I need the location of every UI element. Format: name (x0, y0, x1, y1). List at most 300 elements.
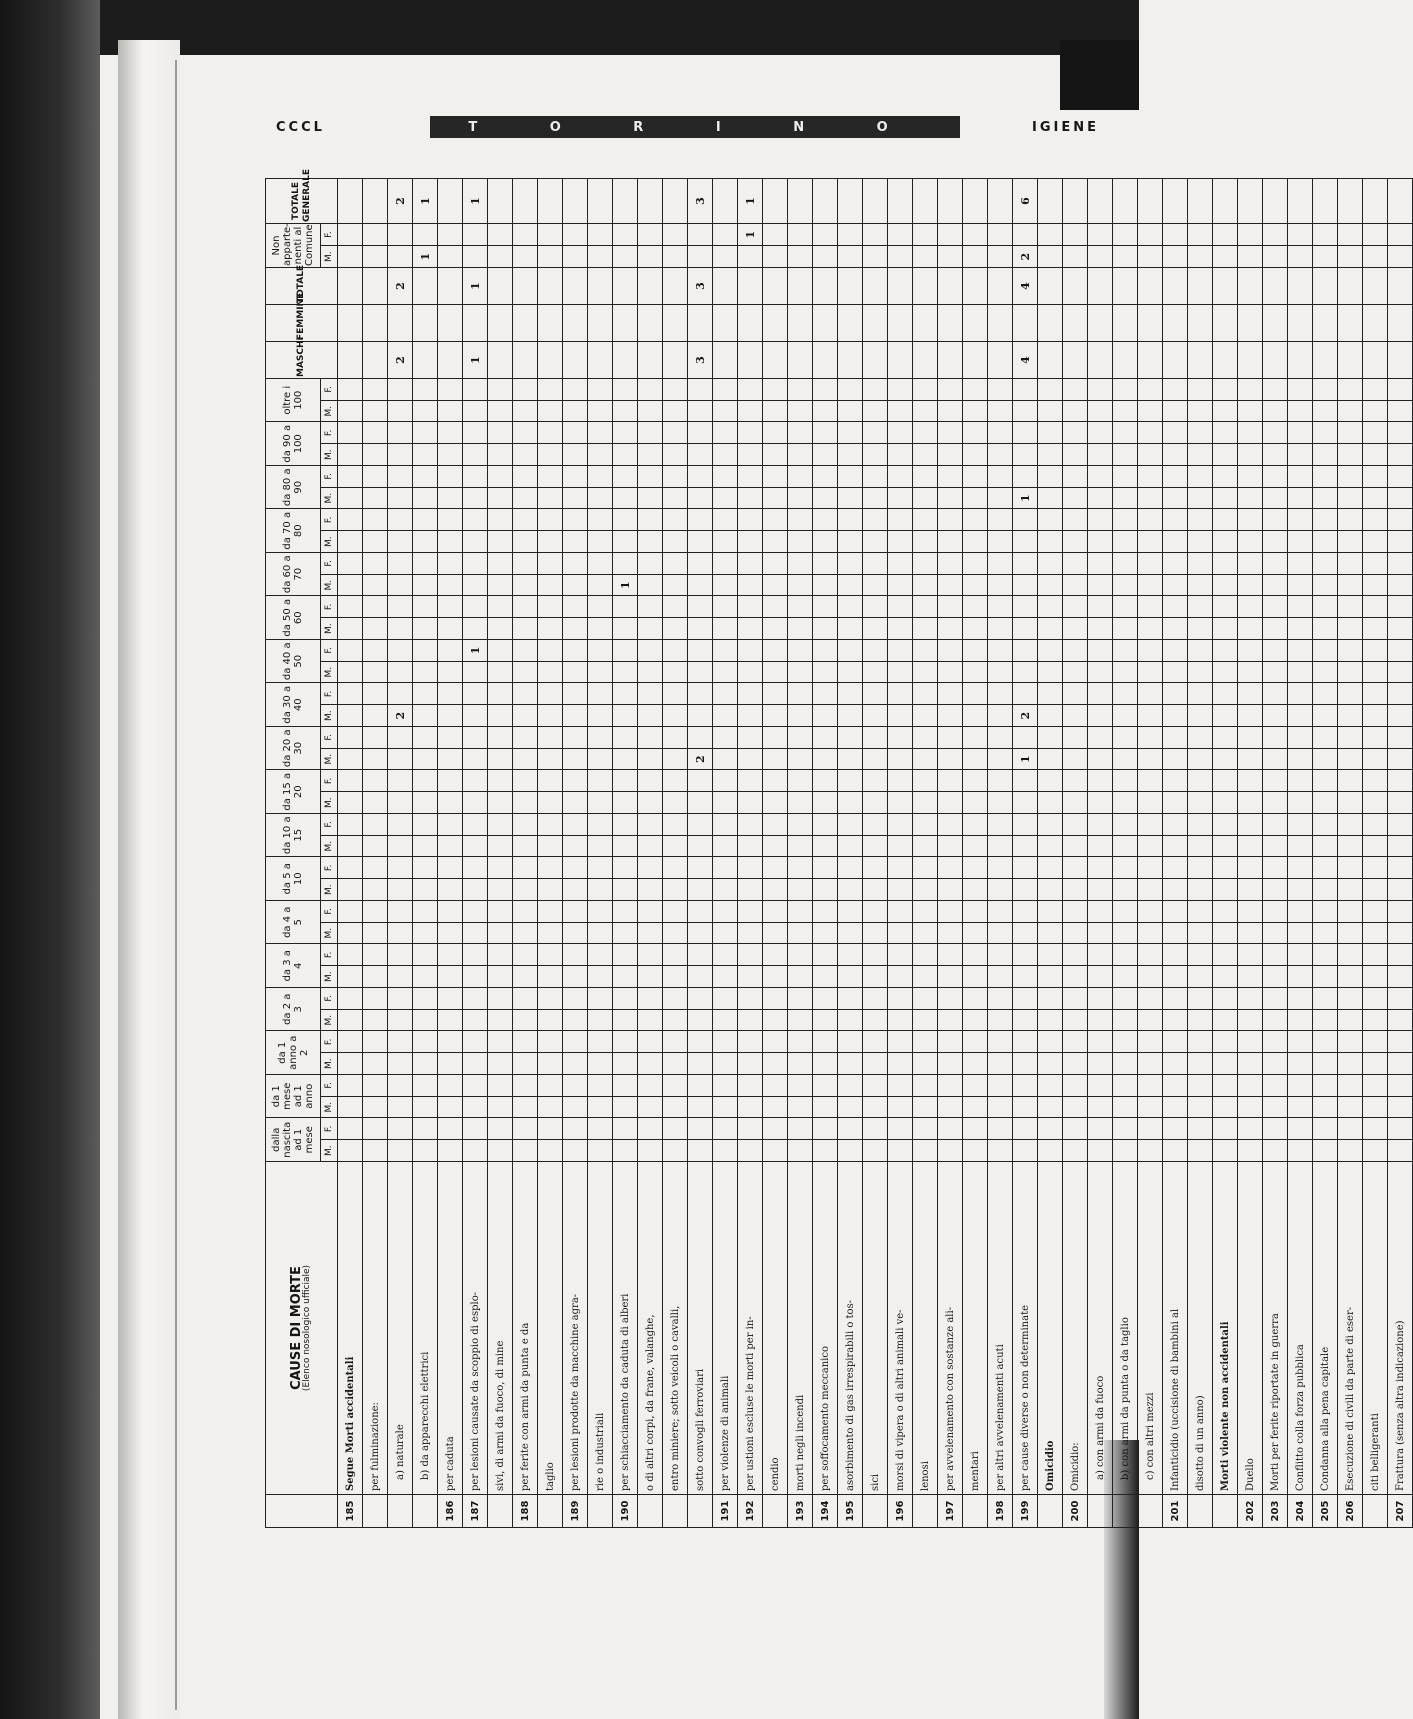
row-number (388, 1495, 413, 1528)
age-cell (563, 1075, 588, 1097)
sex-m-header: M. (321, 618, 338, 640)
age-cell (338, 1031, 363, 1053)
age-cell (1238, 857, 1263, 879)
age-cell (1238, 814, 1263, 836)
age-cell (1013, 966, 1038, 988)
age-cell (1088, 640, 1113, 662)
age-cell (388, 509, 413, 531)
age-cell (1188, 596, 1213, 618)
totale-generale-header: TOTALE GENERALE (266, 179, 338, 224)
age-cell (638, 922, 663, 944)
age-cell (838, 422, 863, 444)
row-number: 207 (1388, 1495, 1413, 1528)
age-cell (738, 379, 763, 401)
table-row (1088, 179, 1113, 1528)
age-cell (1038, 1140, 1063, 1162)
age-cell (388, 944, 413, 966)
age-cell (513, 1118, 538, 1140)
age-cell (363, 922, 388, 944)
maschi-cell (838, 342, 863, 379)
cause-label: b) con armi da punta o da taglio (1113, 1162, 1138, 1495)
age-cell (713, 531, 738, 553)
age-cell (338, 400, 363, 422)
age-cell (1338, 466, 1363, 488)
age-cell (788, 596, 813, 618)
age-cell (1113, 683, 1138, 705)
age-cell (913, 466, 938, 488)
row-number: 186 (438, 1495, 463, 1528)
age-cell (363, 444, 388, 466)
age-cell (738, 835, 763, 857)
age-cell (588, 879, 613, 901)
age-cell (1063, 748, 1088, 770)
totale-cell (788, 268, 813, 305)
maschi-cell (363, 342, 388, 379)
age-cell (688, 727, 713, 749)
age-cell (1163, 1053, 1188, 1075)
age-cell (813, 661, 838, 683)
age-cell (538, 553, 563, 575)
age-cell (538, 1031, 563, 1053)
age-cell (338, 553, 363, 575)
age-cell (1338, 770, 1363, 792)
age-cell (938, 1009, 963, 1031)
age-cell (1013, 835, 1038, 857)
age-cell (838, 1075, 863, 1097)
age-cell (838, 1031, 863, 1053)
totale-cell (1238, 268, 1263, 305)
totale-generale-cell (513, 179, 538, 224)
age-cell (1163, 553, 1188, 575)
age-cell (1188, 574, 1213, 596)
age-cell (1263, 683, 1288, 705)
non-app-m-cell (1263, 246, 1288, 268)
age-cell (1288, 1118, 1313, 1140)
age-cell (963, 640, 988, 662)
age-cell (338, 531, 363, 553)
age-cell (938, 727, 963, 749)
age-cell (663, 1140, 688, 1162)
age-cell (788, 727, 813, 749)
age-cell (563, 966, 588, 988)
maschi-cell (988, 342, 1013, 379)
age-cell (413, 661, 438, 683)
age-cell (913, 792, 938, 814)
age-cell (1088, 944, 1113, 966)
age-cell (1138, 618, 1163, 640)
age-cell (363, 966, 388, 988)
age-cell (1063, 596, 1088, 618)
age-cell (1363, 444, 1388, 466)
row-number (1363, 1495, 1388, 1528)
cause-label: Frattura (senza altra indicazione) (1388, 1162, 1413, 1495)
age-cell (1363, 748, 1388, 770)
age-cell (363, 879, 388, 901)
non-app-f-cell (1163, 224, 1188, 246)
age-cell (513, 966, 538, 988)
age-cell (463, 857, 488, 879)
age-cell (1213, 1118, 1238, 1140)
maschi-cell (1338, 342, 1363, 379)
age-cell (563, 1140, 588, 1162)
totale-cell: 2 (388, 268, 413, 305)
non-app-f-cell (488, 224, 513, 246)
age-cell (413, 1096, 438, 1118)
age-cell (1288, 814, 1313, 836)
age-cell (863, 1053, 888, 1075)
age-cell (1263, 661, 1288, 683)
age-cell (1113, 988, 1138, 1010)
age-cell (513, 835, 538, 857)
age-cell (1363, 487, 1388, 509)
row-number (488, 1495, 513, 1528)
age-cell (1313, 1140, 1338, 1162)
age-cell (888, 835, 913, 857)
age-cell (888, 748, 913, 770)
table-row (838, 179, 863, 1528)
age-cell (438, 509, 463, 531)
age-cell (1038, 1009, 1063, 1031)
age-cell (1038, 901, 1063, 923)
totale-generale-cell (1113, 179, 1138, 224)
age-cell (1363, 531, 1388, 553)
age-cell (388, 1140, 413, 1162)
age-cell (763, 661, 788, 683)
sex-f-header: F. (321, 857, 338, 879)
age-cell (1163, 835, 1188, 857)
table-row (963, 179, 988, 1528)
age-cell (1363, 966, 1388, 988)
age-cell (1213, 466, 1238, 488)
age-cell (413, 1009, 438, 1031)
age-cell (713, 922, 738, 944)
age-cell (763, 944, 788, 966)
age-cell (1188, 705, 1213, 727)
age-cell (1313, 792, 1338, 814)
age-cell (588, 487, 613, 509)
age-cell (1063, 1031, 1088, 1053)
age-cell (338, 422, 363, 444)
age-cell (513, 988, 538, 1010)
totale-cell (613, 268, 638, 305)
age-cell (1288, 922, 1313, 944)
age-cell (763, 966, 788, 988)
non-app-f-cell (713, 224, 738, 246)
age-cell (563, 553, 588, 575)
age-cell (963, 1053, 988, 1075)
age-cell (338, 835, 363, 857)
femmine-cell (413, 305, 438, 342)
totale-cell (838, 268, 863, 305)
age-cell (663, 509, 688, 531)
age-cell (1013, 901, 1038, 923)
age-cell (638, 1118, 663, 1140)
age-cell (738, 792, 763, 814)
totale-generale-cell (1213, 179, 1238, 224)
age-cell (963, 857, 988, 879)
age-cell (1363, 661, 1388, 683)
age-cell (938, 966, 963, 988)
age-cell (913, 661, 938, 683)
age-cell (1238, 1031, 1263, 1053)
table-row (1363, 179, 1388, 1528)
age-cell (1088, 683, 1113, 705)
age-cell (388, 1096, 413, 1118)
age-cell (713, 640, 738, 662)
age-cell (1238, 618, 1263, 640)
age-cell (488, 661, 513, 683)
age-cell (688, 1053, 713, 1075)
age-cell (1063, 901, 1088, 923)
age-cell (1313, 1053, 1338, 1075)
age-cell (913, 1075, 938, 1097)
maschi-cell (1313, 342, 1338, 379)
age-cell (863, 487, 888, 509)
age-cell (463, 1096, 488, 1118)
age-cell (1313, 944, 1338, 966)
age-cell (1013, 1096, 1038, 1118)
age-cell (838, 379, 863, 401)
age-cell (1138, 444, 1163, 466)
totale-cell (738, 268, 763, 305)
age-cell (613, 727, 638, 749)
age-cell (1063, 879, 1088, 901)
age-cell (1388, 596, 1413, 618)
age-cell (488, 705, 513, 727)
age-cell (663, 988, 688, 1010)
age-cell (813, 792, 838, 814)
age-cell (438, 705, 463, 727)
age-cell (763, 770, 788, 792)
age-cell (713, 422, 738, 444)
totale-generale-cell (813, 179, 838, 224)
femmine-cell (888, 305, 913, 342)
age-cell (763, 531, 788, 553)
age-cell (1213, 705, 1238, 727)
age-cell (863, 444, 888, 466)
non-app-m-cell (1313, 246, 1338, 268)
totale-header: TOTALE (266, 268, 338, 305)
age-cell (1138, 988, 1163, 1010)
totale-cell (488, 268, 513, 305)
age-cell (538, 922, 563, 944)
age-cell (1388, 531, 1413, 553)
age-cell (1313, 1031, 1338, 1053)
age-cell (1238, 466, 1263, 488)
age-cell (538, 966, 563, 988)
age-cell (388, 466, 413, 488)
age-cell (963, 661, 988, 683)
age-cell (1188, 444, 1213, 466)
age-cell (613, 400, 638, 422)
age-cell (1363, 422, 1388, 444)
age-cell (913, 727, 938, 749)
age-cell (413, 487, 438, 509)
totale-cell (1038, 268, 1063, 305)
age-cell (363, 1075, 388, 1097)
age-cell (713, 1118, 738, 1140)
age-cell (913, 1118, 938, 1140)
age-cell (913, 553, 938, 575)
age-cell (388, 1053, 413, 1075)
age-cell (838, 988, 863, 1010)
age-cell (1238, 661, 1263, 683)
age-cell (1363, 596, 1388, 618)
age-cell (888, 1031, 913, 1053)
age-cell (338, 966, 363, 988)
age-cell (863, 574, 888, 596)
age-cell (1113, 835, 1138, 857)
age-cell (413, 966, 438, 988)
age-cell (1038, 509, 1063, 531)
age-cell (1288, 640, 1313, 662)
totale-cell (1388, 268, 1413, 305)
age-cell (988, 422, 1013, 444)
age-cell (1238, 901, 1263, 923)
age-cell (763, 640, 788, 662)
age-cell (1313, 683, 1338, 705)
age-cell: 2 (688, 748, 713, 770)
age-cell (1063, 814, 1088, 836)
age-cell (913, 835, 938, 857)
age-cell (1213, 509, 1238, 531)
age-cell (488, 1053, 513, 1075)
age-cell (1088, 727, 1113, 749)
age-cell (1388, 792, 1413, 814)
age-cell (1263, 792, 1288, 814)
femmine-cell (738, 305, 763, 342)
age-cell (1188, 400, 1213, 422)
age-cell (1288, 727, 1313, 749)
age-cell (463, 835, 488, 857)
age-cell (1338, 618, 1363, 640)
age-cell (863, 944, 888, 966)
age-cell (763, 1118, 788, 1140)
age-cell (1063, 1009, 1088, 1031)
age-cell (413, 466, 438, 488)
age-cell (988, 444, 1013, 466)
row-number (363, 1495, 388, 1528)
totale-generale-cell (1188, 179, 1213, 224)
age-cell (638, 814, 663, 836)
age-cell (1088, 422, 1113, 444)
age-cell (463, 1140, 488, 1162)
age-cell (663, 901, 688, 923)
age-cell (488, 444, 513, 466)
non-app-m-cell (388, 246, 413, 268)
age-cell (938, 487, 963, 509)
age-cell (1163, 1140, 1188, 1162)
age-cell (1113, 379, 1138, 401)
age-cell (338, 922, 363, 944)
age-cell (563, 1031, 588, 1053)
age-cell (588, 553, 613, 575)
age-cell (463, 553, 488, 575)
age-cell (838, 922, 863, 944)
age-cell (988, 1096, 1013, 1118)
age-cell (338, 487, 363, 509)
age-cell (988, 1075, 1013, 1097)
femmine-cell (1388, 305, 1413, 342)
age-cell (688, 770, 713, 792)
sex-f-header: F. (321, 509, 338, 531)
age-cell (1038, 1075, 1063, 1097)
age-cell (1038, 792, 1063, 814)
age-cell (688, 966, 713, 988)
age-cell (1238, 1118, 1263, 1140)
age-cell (613, 422, 638, 444)
age-cell (538, 814, 563, 836)
age-cell (1063, 444, 1088, 466)
femmine-cell (838, 305, 863, 342)
age-cell (738, 1096, 763, 1118)
age-cell (613, 553, 638, 575)
age-cell (1313, 814, 1338, 836)
age-cell (1188, 770, 1213, 792)
age-cell (413, 531, 438, 553)
age-cell (538, 727, 563, 749)
age-cell (763, 618, 788, 640)
femmine-cell (1288, 305, 1313, 342)
totale-generale-cell (588, 179, 613, 224)
age-cell (1213, 683, 1238, 705)
age-cell (613, 988, 638, 1010)
age-cell (1363, 553, 1388, 575)
age-cell (1088, 379, 1113, 401)
age-cell (988, 792, 1013, 814)
page-spine (118, 40, 180, 1719)
age-cell (388, 901, 413, 923)
age-cell (863, 661, 888, 683)
age-cell (1388, 400, 1413, 422)
age-cell (813, 705, 838, 727)
age-cell (488, 487, 513, 509)
age-cell (688, 857, 713, 879)
age-cell (938, 988, 963, 1010)
cause-label: sivi, di armi da fuoco, di mine (488, 1162, 513, 1495)
age-cell (713, 901, 738, 923)
age-cell (413, 379, 438, 401)
age-cell (1363, 683, 1388, 705)
age-cell (888, 1053, 913, 1075)
age-cell (1013, 1031, 1038, 1053)
age-cell (413, 748, 438, 770)
sex-m-header: M. (321, 661, 338, 683)
femmine-cell (663, 305, 688, 342)
age-cell (1113, 1096, 1138, 1118)
age-cell (988, 966, 1013, 988)
age-cell (1338, 705, 1363, 727)
age-cell (1188, 531, 1213, 553)
age-cell (788, 1075, 813, 1097)
age-cell (788, 683, 813, 705)
maschi-cell (1363, 342, 1388, 379)
age-cell (1138, 553, 1163, 575)
age-cell (363, 1031, 388, 1053)
age-cell (863, 748, 888, 770)
non-app-f-cell (788, 224, 813, 246)
totale-generale-cell (838, 179, 863, 224)
age-cell (1063, 770, 1088, 792)
age-cell (563, 379, 588, 401)
row-number: 193 (788, 1495, 813, 1528)
age-cell (963, 487, 988, 509)
age-cell (363, 553, 388, 575)
age-cell (563, 901, 588, 923)
age-cell (713, 857, 738, 879)
femmine-cell (688, 305, 713, 342)
totale-cell (1088, 268, 1113, 305)
